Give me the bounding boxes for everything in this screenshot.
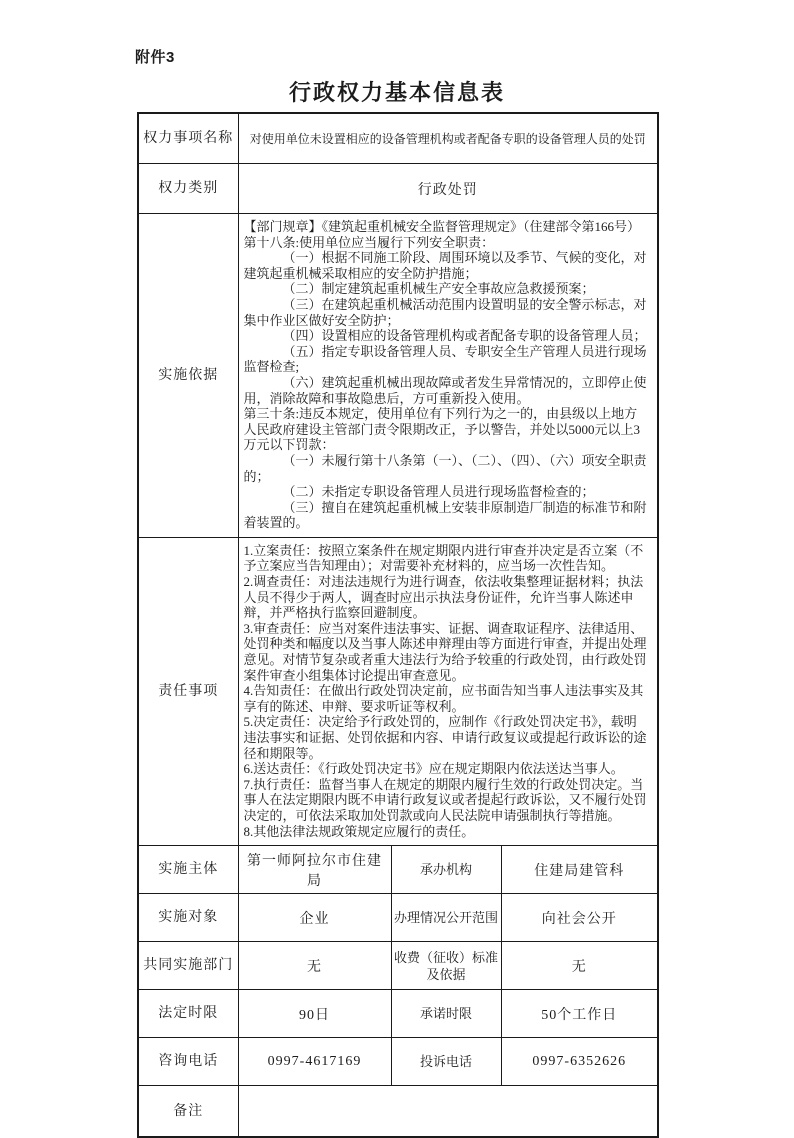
paragraph: 2.调查责任：对违法违规行为进行调查，依法收集整理证据材料；执法人员不得少于两人，调查时应出示执法身份证件，允许当事人陈述申辩，并严格执行监察回避制度。 [243,574,644,621]
target-value: 企业 [238,894,391,942]
complaint-phone-value: 0997-6352626 [501,1038,658,1086]
handling-org-value: 住建局建管科 [501,846,658,894]
table-row-phones [138,1038,658,1086]
joint-dept-value: 无 [238,942,391,990]
promised-limit-value: 50个工作日 [501,990,658,1038]
table-row-basis [138,214,658,538]
table-row-target [138,894,658,942]
paragraph: 第三十条:违反本规定，使用单位有下列行为之一的，由县级以上地方人民政府建设主管部门责令限期改正，予以警告，并处以5000元以上3万元以下罚款： [243,406,641,453]
table-row-statutory-limit [138,990,658,1038]
basis-text [238,214,658,538]
statutory-limit-label: 法定时限 [138,990,238,1038]
promised-limit-label: 承诺时限 [391,990,501,1038]
remark-label: 备注 [138,1086,238,1138]
power-item-value: 对使用单位未设置相应的设备管理机构或者配备专职的设备管理人员的处罚 [238,113,658,164]
fee-standard-label: 收费（征收）标准及依据 [391,942,501,990]
paragraph: 第十八条:使用单位应当履行下列安全职责： [243,234,495,250]
table-row-power-type [138,164,658,214]
duties-text [238,537,658,845]
table-row-implementer [138,846,658,894]
paragraph: 6.送达责任：《行政处罚决定书》应在规定期限内依法送达当事人。 [243,761,624,777]
power-type-value: 行政处罚 [238,164,658,214]
implementer-value: 第一师阿拉尔市住建局 [238,846,391,894]
basis-label: 实施依据 [138,214,238,538]
joint-dept-label: 共同实施部门 [138,942,238,990]
paragraph: （一）根据不同施工阶段、周围环境以及季节、气候的变化，对建筑起重机械采取相应的安全防护措施； [243,250,647,281]
paragraph: 8.其他法律法规政策规定应履行的责任。 [243,823,475,839]
table-row-remark [138,1086,658,1138]
disclosure-scope-value: 向社会公开 [501,894,658,942]
consult-phone-label: 咨询电话 [138,1038,238,1086]
paragraph: （三）在建筑起重机械活动范围内设置明显的安全警示标志，对集中作业区做好安全防护； [243,296,647,328]
attachment-label: 附件3 [135,49,175,66]
paragraph: 4.告知责任：在做出行政处罚决定前，应书面告知当事人违法事实及其享有的陈述、申辩、要求听证等权利。 [243,683,644,714]
paragraph: （二）制定建筑起重机械生产安全事故应急救援预案； [282,281,595,297]
handling-org-label: 承办机构 [391,846,501,894]
fee-standard-value: 无 [501,942,658,990]
paragraph: （三）擅自在建筑起重机械上安装非原制造厂制造的标准节和附着装置的。 [243,499,647,531]
power-type-label: 权力类别 [138,164,238,214]
table-row-power-item [138,113,658,164]
paragraph: 3.审查责任：应当对案件违法事实、证据、调查取证程序、法律适用、处罚种类和幅度以及当事人陈述申辩理由等方面进行审查，并提出处理意见。对情节复杂或者重大违法行为给予较重的行政处罚，由行政处罚案件审查小组集体讨论提出审查意见。 [243,620,647,683]
remark-value [238,1086,658,1138]
paragraph: （五）指定专职设备管理人员、专职安全生产管理人员进行现场监督检查; [243,343,647,375]
info-table [137,112,659,1138]
paragraph: （一）未履行第十八条第（一）、（二）、（四）、（六）项安全职责的； [243,452,647,484]
paragraph: 5.决定责任：决定给予行政处罚的，应制作《行政处罚决定书》，载明违法事实和证据、处罚依据和内容、申请行政复议或提起行政诉讼的途径和期限等。 [243,714,647,761]
statutory-limit-value: 90日 [238,990,391,1038]
power-item-label: 权力事项名称 [138,113,238,164]
table-row-joint-dept [138,942,658,990]
implementer-label: 实施主体 [138,846,238,894]
disclosure-scope-label: 办理情况公开范围 [391,894,501,942]
duties-label: 责任事项 [138,537,238,845]
complaint-phone-label: 投诉电话 [391,1038,501,1086]
paragraph: 1.立案责任：按照立案条件在规定期限内进行审查并决定是否立案（不予立案应当告知理由）；对需要补充材料的，应当场一次性告知。 [243,542,644,574]
consult-phone-value: 0997-4617169 [238,1038,391,1086]
target-label: 实施对象 [138,894,238,942]
paragraph: （六）建筑起重机械出现故障或者发生异常情况的，立即停止使用，消除故障和事故隐患后，方可重新投入使用。 [243,374,647,406]
paragraph: （二）未指定专职设备管理人员进行现场监督检查的； [282,484,595,500]
table-row-duties [138,537,658,845]
paragraph: 【部门规章】《建筑起重机械安全监督管理规定》（住建部令第166号） [243,219,641,234]
paragraph: 7.执行责任：监督当事人在规定的期限内履行生效的行政处罚决定。当事人在法定期限内既不申请行政复议或者提起行政诉讼，又不履行处罚决定的，可依法采取加处罚款或向人民法院申请强制执行等措施。 [243,776,647,823]
paragraph: （四）设置相应的设备管理机构或者配备专职的设备管理人员； [282,328,647,344]
page-title: 行政权力基本信息表 [288,80,505,105]
